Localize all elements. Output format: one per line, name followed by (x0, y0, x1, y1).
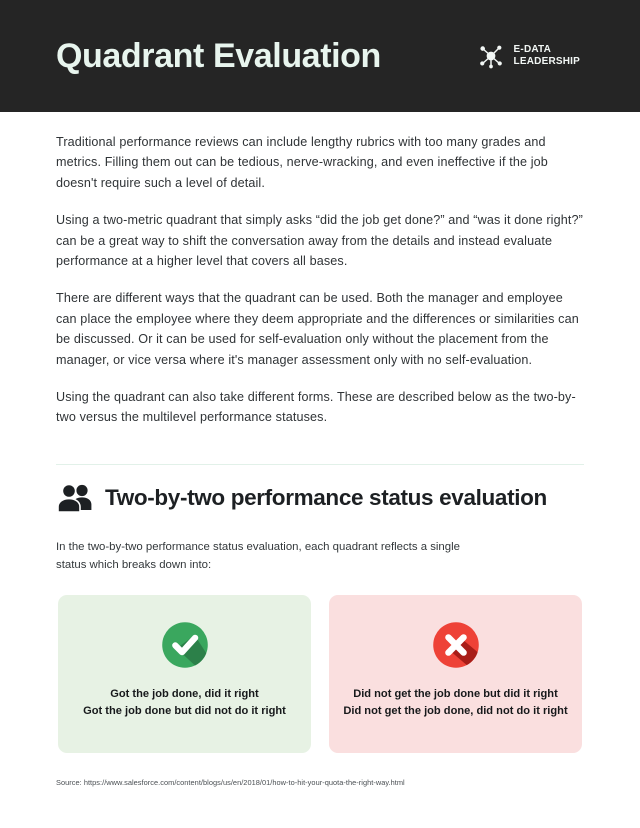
source-note: Source: https://www.salesforce.com/content/blogs/us/en/2018/01/how-to-hit-your-quota-the-right-way.html (56, 778, 405, 787)
section-heading (56, 481, 584, 515)
section-title: Two-by-two performance status evaluation (105, 484, 547, 510)
status-cards (58, 595, 582, 753)
paragraph-2: Using a two-metric quadrant that simply asks “did the job get done?” and “was it done right?” can be a great way to shift the conversation away from the details and instead evaluate performance at a higher level that covers all bases. (56, 213, 583, 268)
network-nodes-icon (477, 42, 505, 70)
negative-status-line-2: Did not get the job done, did not do it right (343, 704, 568, 717)
paragraph-3: There are different ways that the quadrant can be used. Both the manager and employee can place the employee where they deem appropriate and the differences or similarities can be discussed. Or it can be used for self-evaluation only without the placement from the manager, or vice versa where it's manager assessment only with no self-evaluation. (56, 291, 579, 367)
page-header (0, 0, 640, 112)
section-divider (56, 464, 584, 465)
body-copy (56, 132, 584, 428)
positive-status-line-2: Got the job done but did not do it right (83, 704, 286, 717)
negative-status-card (329, 595, 582, 753)
brand-line-2: LEADERSHIP (513, 56, 580, 67)
paragraph-1: Traditional performance reviews can include lengthy rubrics with too many grades and metrics. Filling them out can be tedious, nerve-wracking, and even ineffective if the job doesn't require such a level of detail. (56, 135, 548, 190)
brand-line-1: E-DATA (513, 43, 552, 55)
positive-status-card (58, 595, 311, 753)
positive-status-text (75, 686, 294, 720)
x-circle-icon (429, 618, 483, 672)
negative-status-text (335, 686, 575, 720)
check-circle-icon (158, 618, 212, 672)
negative-status-line-1: Did not get the job done but did it right (353, 688, 558, 700)
page-title: Quadrant Evaluation (56, 37, 381, 75)
brand-name (514, 44, 580, 68)
people-icon (56, 481, 92, 515)
positive-status-line-1: Got the job done, did it right (110, 688, 259, 700)
brand-logo (477, 42, 584, 70)
paragraph-4: Using the quadrant can also take different forms. These are described below as the two-by-two versus the multilevel performance statuses. (56, 389, 576, 425)
section-subtitle: In the two-by-two performance status evaluation, each quadrant reflects a single status which breaks down into: (56, 541, 460, 572)
